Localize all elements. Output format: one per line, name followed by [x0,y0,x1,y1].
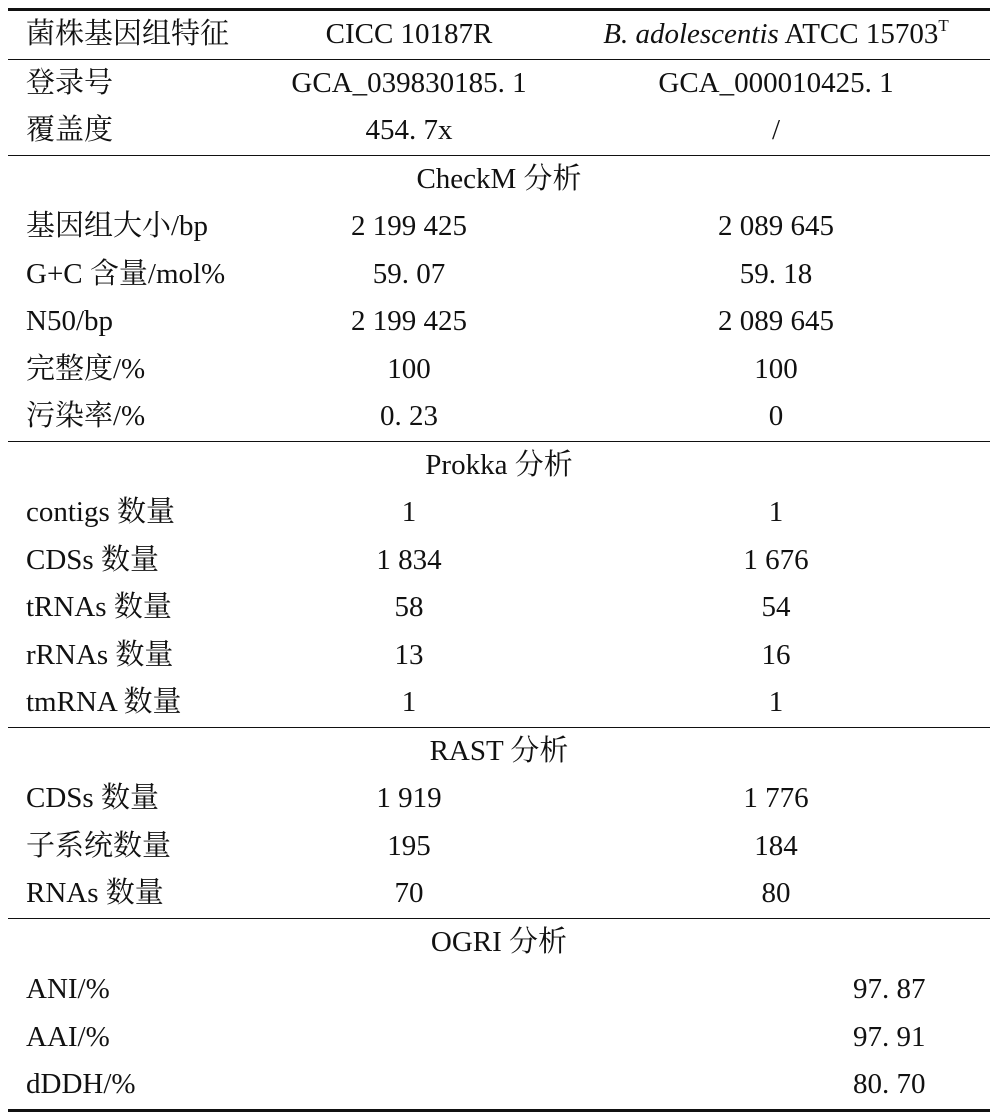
strain-b-value: 54 [761,591,791,624]
strain-b-value: 16 [761,638,791,671]
table-row [8,823,990,871]
type-strain-mark: T [938,16,949,36]
strain-b-value: / [771,114,781,147]
table-row [8,584,990,632]
strain-a-value: 1 [401,496,417,529]
strain-b-value: 59. 18 [739,257,813,290]
header-strain-b [570,10,990,60]
row-label: RNAs 数量 [26,877,164,910]
header-row [8,10,990,60]
table-row [8,107,990,155]
strain-a-value: GCA_039830185. 1 [270,59,570,107]
row-label: tmRNA 数量 [26,686,182,719]
strain-a-value: 454. 7x [365,114,453,147]
section-title: CheckM 分析 [8,155,990,203]
table-row [8,1014,990,1062]
row-label: 子系统数量 [26,829,172,862]
table-row [8,679,990,727]
table-row [8,775,990,823]
strain-a-value: 58 [394,591,424,624]
table-row [8,59,990,107]
row-label: 完整度/% [26,352,146,385]
strain-b-value: 184 [754,829,798,862]
strain-a-value: 13 [394,638,424,671]
row-label: tRNAs 数量 [26,591,172,624]
table-row [8,966,990,1014]
section-header-rast [8,727,990,775]
strain-b-value: 1 776 [743,782,809,815]
table-row [8,870,990,918]
table-row [8,632,990,680]
strain-a-value: 59. 07 [372,257,446,290]
strain-b-value: 2 089 645 [718,210,834,243]
shared-value: 80. 70 [270,1061,990,1110]
section-header-prokka [8,441,990,489]
strain-b-value: GCA_000010425. 1 [570,59,990,107]
row-label: dDDH/% [8,1061,270,1110]
strain-a-value: 1 919 [376,782,442,815]
strain-b-value: 0 [768,400,784,433]
strain-a-value: 195 [387,829,431,862]
row-label: N50/bp [26,305,113,338]
row-label: 基因组大小/bp [26,210,209,243]
table-row [8,298,990,346]
row-label: 覆盖度 [26,114,114,147]
shared-value: 97. 91 [853,1020,926,1053]
shared-value: 97. 87 [853,973,926,1006]
table-row [8,346,990,394]
table-row [8,537,990,585]
row-label: 登录号 [8,59,270,107]
header-label: 菌株基因组特征 [8,10,270,60]
strain-a-value: 0. 23 [380,400,438,433]
strain-b-value: 100 [754,352,798,385]
table-row [8,489,990,537]
row-label: CDSs 数量 [26,782,159,815]
genome-feature-table [8,8,990,1112]
header-strain-a: CICC 10187R [270,10,570,60]
strain-b-value: 2 089 645 [718,305,834,338]
table-row [8,203,990,251]
row-label: AAI/% [26,1020,110,1053]
strain-a-value: 2 199 425 [351,305,467,338]
row-label: 污染率/% [26,400,146,433]
species-name: B. adolescentis [603,18,779,51]
section-header-ogri [8,918,990,966]
strain-a-value: 1 [401,686,417,719]
section-header-checkm [8,155,990,203]
row-label: ANI/% [26,973,110,1006]
strain-a-value: 100 [387,352,431,385]
table-row [8,1061,990,1110]
row-label: rRNAs 数量 [26,638,174,671]
table-row [8,251,990,299]
strain-b-value: 1 [768,496,784,529]
strain-b-value: 1 [768,686,784,719]
section-title: RAST 分析 [8,727,990,775]
genome-feature-table-page [8,8,990,1101]
strain-b-name: ATCC 15703 [778,18,939,51]
row-label: CDSs 数量 [26,543,159,576]
row-label: contigs 数量 [26,496,176,529]
strain-a-value: 2 199 425 [351,210,467,243]
row-label: G+C 含量/mol% [26,257,226,290]
section-title: OGRI 分析 [8,918,990,966]
strain-a-value: 1 834 [376,543,442,576]
table-row [8,393,990,441]
strain-b-value: 80 [761,877,791,910]
strain-a-value: 70 [394,877,424,910]
strain-b-value: 1 676 [743,543,809,576]
section-title: Prokka 分析 [8,441,990,489]
